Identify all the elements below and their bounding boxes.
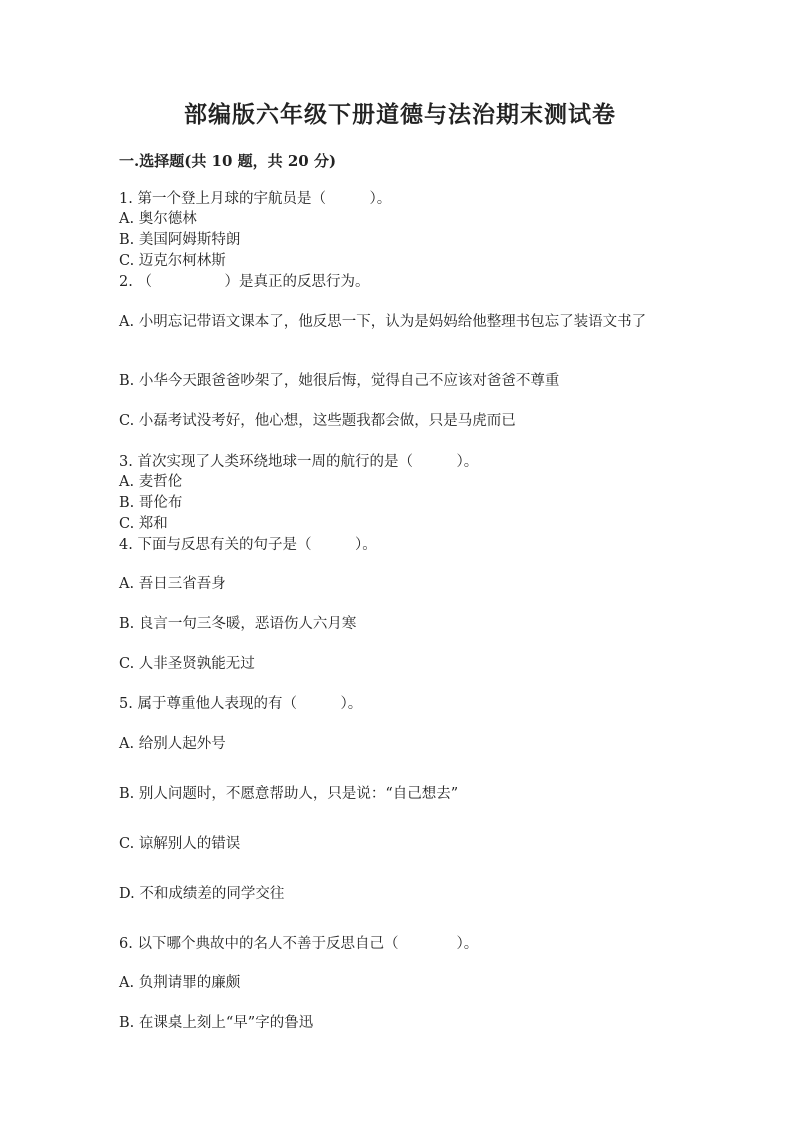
- answer-option: B. 小华今天跟爸爸吵架了，她很后悔，觉得自己不应该对爸爸不尊重: [119, 373, 560, 389]
- page-title: 部编版六年级下册道德与法治期末测试卷: [184, 101, 616, 128]
- answer-option: A. 吾日三省吾身: [119, 576, 226, 592]
- question-stem: 3. 首次实现了人类环绕地球一周的航行的是（ ）。: [119, 454, 479, 470]
- answer-option: B. 别人问题时，不愿意帮助人，只是说：“自己想去”: [119, 786, 459, 802]
- answer-option: D. 不和成绩差的同学交往: [119, 886, 285, 902]
- question-stem: 1. 第一个登上月球的宇航员是（ ）。: [119, 191, 392, 207]
- answer-option: C. 郑和: [119, 516, 168, 532]
- question-stem: 2. （ ）是真正的反思行为。: [119, 274, 370, 290]
- answer-option: A. 小明忘记带语文课本了，他反思一下，认为是妈妈给他整理书包忘了装语文书了: [119, 314, 647, 330]
- question-stem: 5. 属于尊重他人表现的有（ ）。: [119, 696, 363, 712]
- answer-option: C. 谅解别人的错误: [119, 836, 241, 852]
- answer-option: A. 奥尔德林: [119, 211, 197, 227]
- question-stem: 4. 下面与反思有关的句子是（ ）。: [119, 537, 377, 553]
- answer-option: C. 人非圣贤孰能无过: [119, 656, 255, 672]
- section-heading: 一.选择题(共 10 题，共 20 分): [119, 152, 337, 170]
- answer-option: A. 给别人起外号: [119, 736, 226, 752]
- answer-option: B. 哥伦布: [119, 495, 183, 511]
- answer-option: C. 小磊考试没考好，他心想，这些题我都会做，只是马虎而已: [119, 413, 516, 429]
- question-stem: 6. 以下哪个典故中的名人不善于反思自己（ ）。: [119, 936, 479, 952]
- answer-option: B. 在课桌上刻上“早”字的鲁迅: [119, 1015, 314, 1031]
- answer-option: A. 负荆请罪的廉颇: [119, 975, 241, 991]
- answer-option: A. 麦哲伦: [119, 474, 183, 490]
- answer-option: B. 良言一句三冬暖，恶语伤人六月寒: [119, 616, 357, 632]
- answer-option: C. 迈克尔柯林斯: [119, 253, 226, 269]
- answer-option: B. 美国阿姆斯特朗: [119, 232, 241, 248]
